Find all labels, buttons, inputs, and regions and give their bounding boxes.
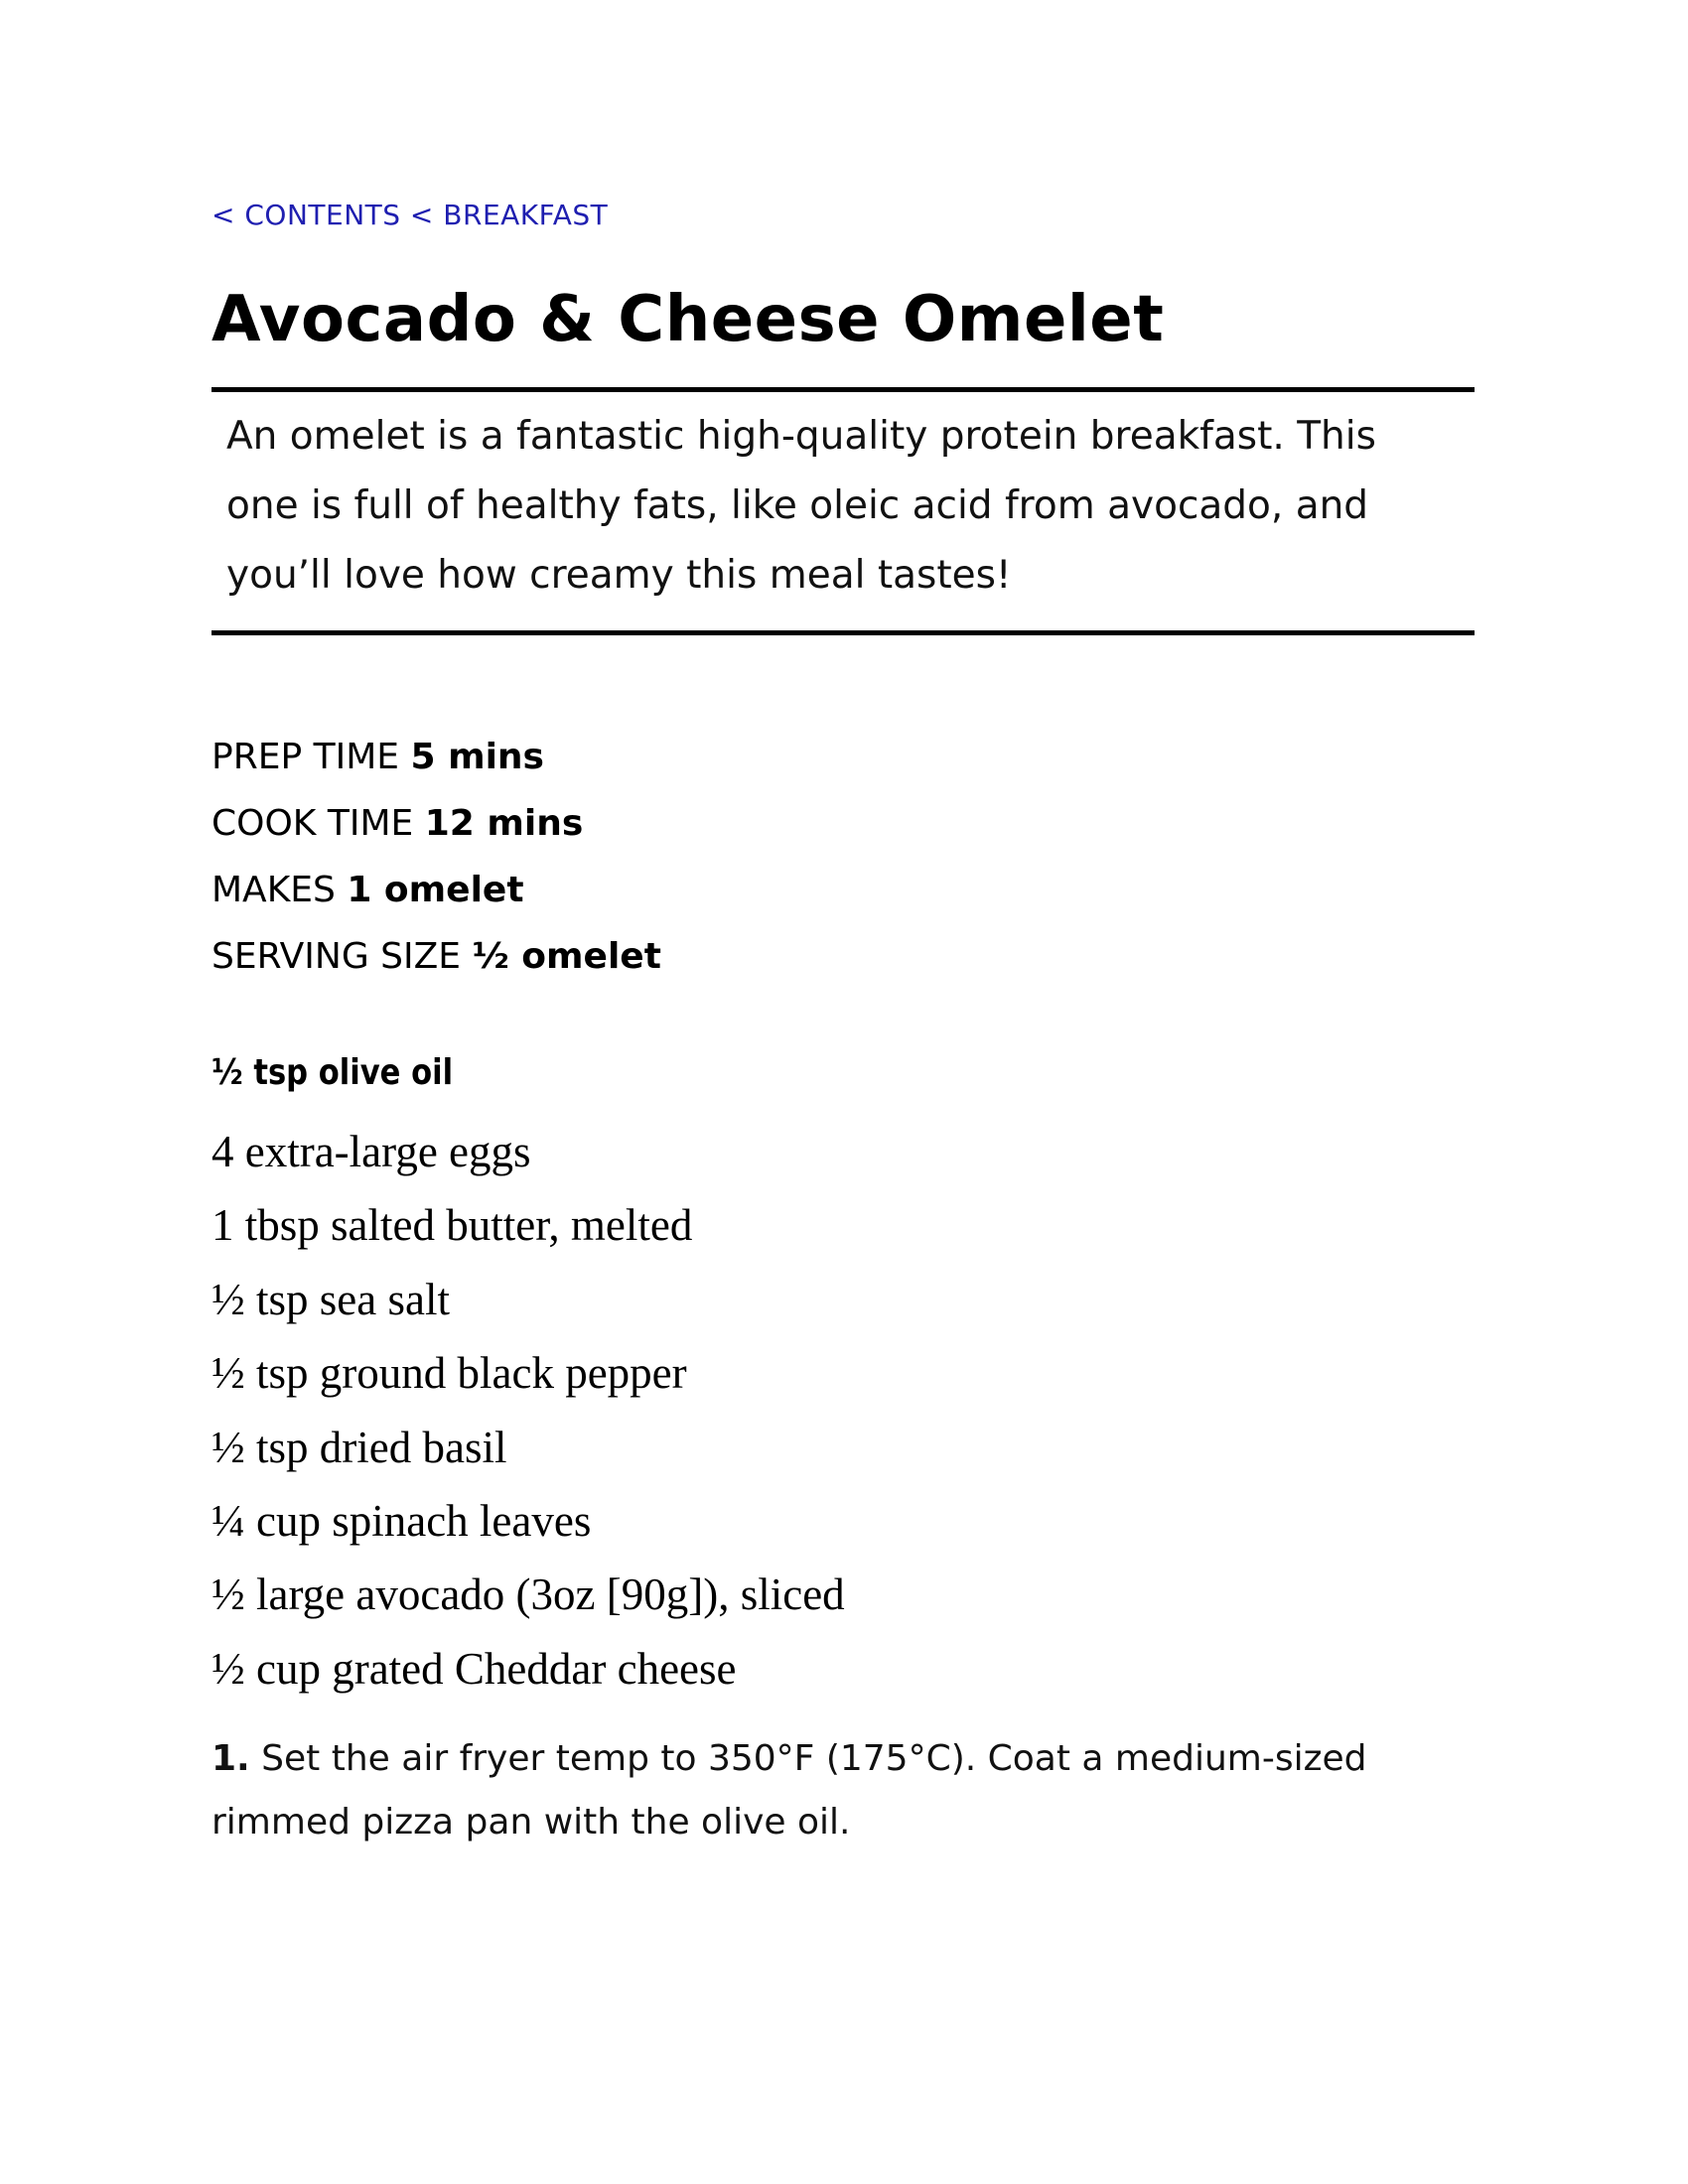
ingredient-item: ¼ cup spinach leaves [211,1495,592,1546]
ingredient-list [211,1120,845,1710]
meta-label: COOK TIME [211,803,425,844]
ingredient-item: ½ tsp ground black pepper [211,1348,687,1399]
ingredient-item: ½ tsp dried basil [211,1422,507,1472]
step-text: Set the air fryer temp to 350°F (175°C). Coat a medium-sized rimmed pizza pan with the olive oil. [211,1738,1367,1843]
meta-value: ½ omelet [472,936,661,977]
meta-value: 12 mins [424,803,584,844]
page-title: Avocado & Cheese Omelet [211,283,1165,356]
intro-text: An omelet is a fantastic high-quality protein breakfast. This one is full of healthy fats, like oleic acid from avocado, and you’ll love how creamy this meal tastes! [226,414,1376,598]
step-1 [211,1727,1403,1854]
ingredient-olive-oil: ½ tsp olive oil [211,1052,454,1093]
meta-value: 1 omelet [347,870,524,910]
cook-time [211,794,661,861]
top-divider [211,387,1475,392]
meta-value: 5 mins [410,737,544,777]
step-number: 1. [211,1738,250,1779]
meta-label: PREP TIME [211,737,411,777]
makes [211,861,661,927]
ingredient-item: 1 tbsp salted butter, melted [211,1200,693,1251]
breadcrumb [211,199,608,231]
recipe-meta [211,728,661,994]
meta-label: MAKES [211,870,348,910]
breadcrumb-breakfast-link[interactable]: < BREAKFAST [409,199,609,231]
bottom-divider [211,630,1475,635]
serving-size [211,927,661,994]
breadcrumb-contents-link[interactable]: < CONTENTS [211,199,401,231]
meta-label: SERVING SIZE [211,936,473,977]
ingredient-item: ½ cup grated Cheddar cheese [211,1643,737,1694]
breadcrumb-separator [401,199,410,231]
ingredient-item: ½ large avocado (3oz [90g]), sliced [211,1570,845,1620]
ingredient-item: ½ tsp sea salt [211,1274,450,1324]
ingredient-item: 4 extra-large eggs [211,1127,531,1176]
prep-time [211,728,661,794]
